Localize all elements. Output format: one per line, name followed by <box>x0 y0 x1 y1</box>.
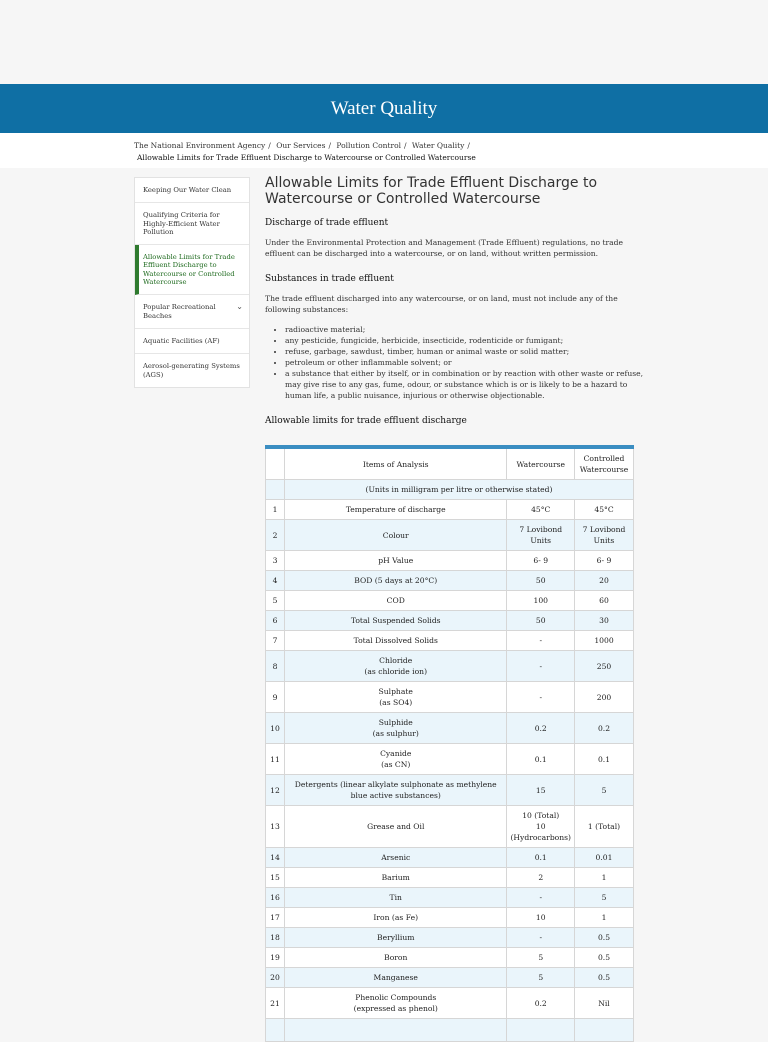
table-cell-controlled: Nil <box>575 988 634 1019</box>
table-cell-number: 15 <box>266 868 285 888</box>
page-banner <box>0 84 768 133</box>
table-row <box>266 744 634 775</box>
table-cell-number: 17 <box>266 908 285 928</box>
banner-title: Water Quality <box>330 98 438 119</box>
table-cell-item: Arsenic <box>285 848 507 868</box>
table-cell-item: Sulphate (as SO4) <box>285 682 507 713</box>
table-row <box>266 806 634 848</box>
table-cell-item: Phenolic Compounds (expressed as phenol) <box>285 988 507 1019</box>
table-cell-item: Barium <box>285 868 507 888</box>
table-cell-watercourse: 10 <box>507 908 575 928</box>
table-row <box>266 591 634 611</box>
table-cell-watercourse: 0.2 <box>507 988 575 1019</box>
table-cell-number: 2 <box>266 520 285 551</box>
table-cell-controlled: 0.5 <box>575 948 634 968</box>
breadcrumb <box>0 133 768 168</box>
chevron-down-icon[interactable]: ⌄ <box>236 302 243 312</box>
section-text-substances: The trade effluent discharged into any watercourse, or on land, must not include any of the following substances: <box>265 294 618 314</box>
table-row <box>266 948 634 968</box>
table-cell-controlled: 45°C <box>575 500 634 520</box>
table-cell-controlled: 0.01 <box>575 848 634 868</box>
sidebar-item-label: Popular Recreational Beaches <box>143 303 216 320</box>
table-cell-item: Cyanide (as CN) <box>285 744 507 775</box>
table-cell-watercourse <box>507 1019 575 1042</box>
sidebar-item-keeping-water-clean[interactable]: Keeping Our Water Clean <box>135 178 249 203</box>
table-row <box>266 988 634 1019</box>
table-cell-watercourse: 0.2 <box>507 713 575 744</box>
table-cell-item: Boron <box>285 948 507 968</box>
list-item: • a substance that either by itself, or in combination or by reaction with other waste or refuse, may give rise to any gas, fume, odour, or substance which is or is likely to be a hazard to human life, a public nuisance, injurious or otherwise objectionable. <box>285 368 655 401</box>
sidebar-item-aerosol-systems[interactable]: Aerosol-generating Systems (AGS) <box>143 362 240 379</box>
table-cell-controlled: 30 <box>575 611 634 631</box>
table-cell-controlled: 1000 <box>575 631 634 651</box>
table-cell-item <box>285 1019 507 1042</box>
table-cell-controlled: 6- 9 <box>575 551 634 571</box>
table-cell-controlled: 5 <box>575 775 634 806</box>
table-cell-controlled: 250 <box>575 651 634 682</box>
table-cell-number <box>266 1019 285 1042</box>
sidebar-nav <box>134 177 250 388</box>
top-bar <box>0 0 768 84</box>
table-cell-number: 4 <box>266 571 285 591</box>
breadcrumb-link-nea[interactable]: The National Environment Agency <box>134 141 266 150</box>
table-cell-watercourse: - <box>507 928 575 948</box>
table-cell-watercourse: 2 <box>507 868 575 888</box>
breadcrumb-separator: / <box>268 141 271 150</box>
breadcrumb-separator: / <box>328 141 331 150</box>
table-cell-watercourse: 10 (Total) 10 (Hydrocarbons) <box>507 806 575 848</box>
table-cell-item: Grease and Oil <box>285 806 507 848</box>
substances-list <box>265 324 655 401</box>
breadcrumb-link-water-quality[interactable]: Water Quality <box>411 141 465 150</box>
table-cell-item: COD <box>285 591 507 611</box>
table-cell-controlled: 200 <box>575 682 634 713</box>
table-cell-number: 1 <box>266 500 285 520</box>
breadcrumb-separator: / <box>467 141 470 150</box>
table-row <box>266 968 634 988</box>
breadcrumb-link-pollution-control[interactable]: Pollution Control <box>336 141 401 150</box>
sidebar-item-allowable-limits[interactable]: Allowable Limits for Trade Effluent Discharge to Watercourse or Controlled Watercourse <box>135 245 249 295</box>
sidebar-item-aquatic-facilities[interactable]: Aquatic Facilities (AF) <box>135 329 249 354</box>
table-cell-controlled: 0.5 <box>575 968 634 988</box>
breadcrumb-link-our-services[interactable]: Our Services <box>276 141 326 150</box>
table-cell-item: Colour <box>285 520 507 551</box>
main-content <box>265 175 644 426</box>
table-cell-controlled <box>575 1019 634 1042</box>
table-cell-watercourse: 50 <box>507 611 575 631</box>
table-row <box>266 520 634 551</box>
table-cell-number: 11 <box>266 744 285 775</box>
table-cell-item: Beryllium <box>285 928 507 948</box>
table-cell-number: 12 <box>266 775 285 806</box>
section-text-discharge: Under the Environmental Protection and Management (Trade Effluent) regulations, no trade effluent can be discharged into a watercourse, or on land, without written permission. <box>265 238 624 258</box>
table-cell-watercourse: 5 <box>507 968 575 988</box>
table-cell-watercourse: - <box>507 888 575 908</box>
sidebar-item-qualifying-criteria[interactable]: Qualifying Criteria for Highly-Efficient Water Pollution <box>135 203 249 245</box>
table-cell-number: 9 <box>266 682 285 713</box>
table-cell-controlled: 0.1 <box>575 744 634 775</box>
table-cell-number: 10 <box>266 713 285 744</box>
table-cell-item: Iron (as Fe) <box>285 908 507 928</box>
table-row <box>266 551 634 571</box>
table-cell-number: 3 <box>266 551 285 571</box>
table-cell-item: Total Dissolved Solids <box>285 631 507 651</box>
section-heading-limits: Allowable limits for trade effluent discharge <box>265 416 467 426</box>
table-header-number <box>266 447 285 480</box>
table-row <box>266 500 634 520</box>
table-cell-watercourse: 100 <box>507 591 575 611</box>
table-cell-number: 16 <box>266 888 285 908</box>
table-cell-item: Detergents (linear alkylate sulphonate as methylene blue active substances) <box>285 775 507 806</box>
table-cell-number: 14 <box>266 848 285 868</box>
table-cell-controlled: 1 <box>575 908 634 928</box>
table-cell-controlled: 1 (Total) <box>575 806 634 848</box>
table-cell-watercourse: 50 <box>507 571 575 591</box>
table-cell-controlled: 60 <box>575 591 634 611</box>
list-item: • any pesticide, fungicide, herbicide, insecticide, rodenticide or fumigant; <box>285 335 655 346</box>
table-header-watercourse: Watercourse <box>507 447 575 480</box>
table-cell-controlled: 0.5 <box>575 928 634 948</box>
table-cell-watercourse: - <box>507 682 575 713</box>
table-row <box>266 848 634 868</box>
table-cell-item: Chloride (as chloride ion) <box>285 651 507 682</box>
table-units-row <box>266 480 634 500</box>
table-cell-number: 19 <box>266 948 285 968</box>
table-cell-item: Temperature of discharge <box>285 500 507 520</box>
list-item: • radioactive material; <box>285 324 655 335</box>
table-header-items: Items of Analysis <box>285 447 507 480</box>
table-cell-watercourse: - <box>507 631 575 651</box>
table-row <box>266 611 634 631</box>
table-cell-watercourse: 0.1 <box>507 744 575 775</box>
table-cell-controlled: 0.2 <box>575 713 634 744</box>
table-cell-watercourse: 5 <box>507 948 575 968</box>
sidebar-item-recreational-beaches[interactable] <box>135 295 249 329</box>
table-cell-watercourse: 6- 9 <box>507 551 575 571</box>
limits-table <box>265 445 634 1042</box>
table-row <box>266 682 634 713</box>
table-cell-number: 8 <box>266 651 285 682</box>
breadcrumb-separator: / <box>404 141 407 150</box>
table-cell-number: 5 <box>266 591 285 611</box>
page-title: Allowable Limits for Trade Effluent Discharge to Watercourse or Controlled Watercourse <box>265 175 598 207</box>
table-row <box>266 908 634 928</box>
table-row <box>266 651 634 682</box>
table-row <box>266 1019 634 1042</box>
table-cell-item: BOD (5 days at 20°C) <box>285 571 507 591</box>
table-cell-watercourse: 7 Lovibond Units <box>507 520 575 551</box>
table-cell-watercourse: 15 <box>507 775 575 806</box>
table-cell-controlled: 7 Lovibond Units <box>575 520 634 551</box>
table-cell-number: 6 <box>266 611 285 631</box>
table-header-row <box>266 447 634 480</box>
table-row <box>266 631 634 651</box>
section-heading-discharge: Discharge of trade effluent <box>265 218 389 228</box>
list-item: • refuse, garbage, sawdust, timber, human or animal waste or solid matter; <box>285 346 655 357</box>
table-cell-number: 7 <box>266 631 285 651</box>
table-cell-controlled: 1 <box>575 868 634 888</box>
breadcrumb-current: Allowable Limits for Trade Effluent Discharge to Watercourse or Controlled Watercourse <box>137 153 476 162</box>
table-cell-item: Total Suspended Solids <box>285 611 507 631</box>
table-body <box>266 480 634 1042</box>
table-cell-item: pH Value <box>285 551 507 571</box>
table-cell-watercourse: 0.1 <box>507 848 575 868</box>
table-row <box>266 775 634 806</box>
table-cell-item: Manganese <box>285 968 507 988</box>
table-cell-watercourse: 45°C <box>507 500 575 520</box>
table-row <box>266 888 634 908</box>
table-cell-controlled: 5 <box>575 888 634 908</box>
table-cell-controlled: 20 <box>575 571 634 591</box>
table-cell-number: 21 <box>266 988 285 1019</box>
table-cell <box>266 480 285 500</box>
table-cell-item: Sulphide (as sulphur) <box>285 713 507 744</box>
table-row <box>266 928 634 948</box>
table-row <box>266 868 634 888</box>
table-cell-number: 13 <box>266 806 285 848</box>
units-note: (Units in milligram per litre or otherwise stated) <box>285 480 634 500</box>
table-cell-number: 18 <box>266 928 285 948</box>
table-cell-watercourse: - <box>507 651 575 682</box>
list-item: • petroleum or other inflammable solvent; or <box>285 357 655 368</box>
section-heading-substances: Substances in trade effluent <box>265 274 394 284</box>
table-row <box>266 713 634 744</box>
table-cell-number: 20 <box>266 968 285 988</box>
table-header-controlled: Controlled Watercourse <box>575 447 634 480</box>
table-row <box>266 571 634 591</box>
table-cell-item: Tin <box>285 888 507 908</box>
